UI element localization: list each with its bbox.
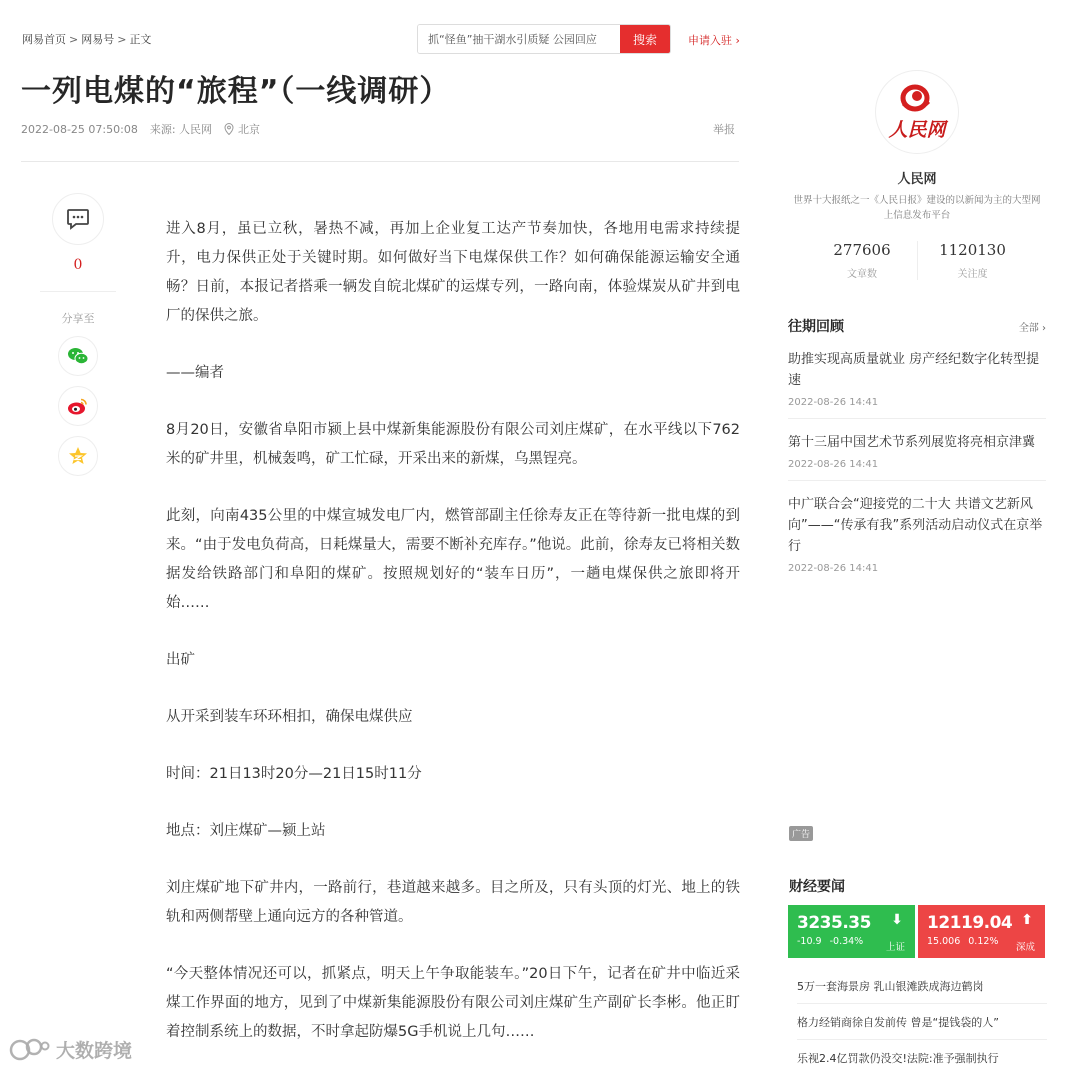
search-input[interactable]: [418, 25, 620, 53]
past-item[interactable]: [788, 419, 1046, 481]
article-location: [224, 121, 260, 137]
weibo-icon: [67, 396, 89, 416]
comment-count[interactable]: 0: [73, 257, 83, 273]
search-box: [417, 24, 671, 54]
share-weibo-button[interactable]: [58, 386, 98, 426]
ticker-value: 3235.35: [797, 913, 871, 933]
past-title: 往期回顾: [788, 319, 844, 335]
finance-news-item[interactable]: 乐视2.4亿罚款仍没交!法院:准予强制执行: [797, 1052, 999, 1065]
article-location-text: 北京: [238, 123, 261, 136]
breadcrumb-channel-link[interactable]: 网易号: [81, 33, 115, 46]
search-button[interactable]: 搜索: [620, 25, 670, 53]
apply-link[interactable]: 申请入驻 ›: [688, 34, 740, 47]
past-all-link[interactable]: 全部 ›: [1018, 322, 1046, 334]
stat-follow: [917, 241, 1027, 280]
article-paragraph: 进入8月，虽已立秋，暑热不减，再加上企业复工达产节奏加快，各地用电需求持续提升，电力保供正处于关键时期。如何做好当下电煤保供工作？如何确保能源运输安全通畅？日前，本报记者搭乘一辆发自皖北煤矿的运煤专列，一路向南，体验煤炭从矿井到电厂的保供之旅。: [166, 221, 740, 324]
source-name[interactable]: 人民网: [897, 172, 937, 187]
finance-news-list: [797, 968, 1047, 1071]
stat-follow-value: 1120130: [939, 241, 1006, 259]
breadcrumb-separator: >: [69, 33, 79, 46]
share-label: 分享至: [61, 312, 95, 325]
source-logo-text: 人民网: [888, 119, 946, 141]
finance-news-item[interactable]: 5万一套海景房 乳山银滩跌成海边鹤岗: [797, 968, 1047, 1004]
comment-icon: [66, 208, 90, 230]
arrow-up-icon: ⬆: [1021, 912, 1033, 928]
stat-articles-label: 文章数: [847, 269, 877, 280]
article-paragraph: ——编者: [166, 365, 224, 381]
article-paragraph: “今天整体情况还可以，抓紧点，明天上午争取能装车。”20日下午，记者在矿井中临近采煤工作界面的地方，见到了中煤新集能源股份有限公司刘庄煤矿生产副矿长李彬。他正盯着控制系统上的数据，不时拿起防爆5G手机说上几句……: [166, 966, 740, 1040]
past-item-date: 2022-08-26 14:41: [788, 397, 879, 408]
share-wechat-button[interactable]: [58, 336, 98, 376]
share-qzone-button[interactable]: [58, 436, 98, 476]
wechat-icon: [67, 347, 89, 365]
ticker-value: 12119.04: [927, 913, 1013, 933]
ticker-pct: -0.34%: [829, 936, 864, 947]
watermark: [8, 1036, 132, 1063]
watermark-logo-icon: [8, 1037, 50, 1063]
finance-tickers: [788, 905, 1045, 958]
tools-divider: [40, 291, 116, 292]
past-header: [788, 316, 1046, 336]
qzone-star-icon: [68, 446, 88, 466]
finance-news-item[interactable]: 格力经销商徐自发前传 曾是“提钱袋的人”: [797, 1004, 1047, 1040]
article-title: 一列电煤的“旅程”（一线调研）: [21, 74, 451, 109]
breadcrumb-home-link[interactable]: 网易首页: [22, 33, 66, 46]
finance-title: 财经要闻: [789, 879, 845, 895]
ticker-change: -10.9: [797, 936, 822, 947]
past-item-date: 2022-08-26 14:41: [788, 563, 879, 574]
stat-follow-label: 关注度: [957, 269, 988, 280]
ticker-shanghai[interactable]: [788, 905, 915, 958]
ticker-shenzhen[interactable]: [918, 905, 1045, 958]
source-stats: [788, 241, 1046, 280]
article-paragraph: 从开采到装车环环相扣，确保电煤供应: [166, 709, 413, 725]
comment-button[interactable]: [52, 193, 104, 245]
sidebar: [788, 70, 1046, 584]
article-paragraph: 刘庄煤矿地下矿井内，一路前行，巷道越来越多。目之所及，只有头顶的灯光、地上的铁轨和两侧帮壁上通向远方的各种管道。: [166, 880, 740, 925]
past-item-title[interactable]: 助推实现高质量就业 房产经纪数字化转型提速: [788, 352, 1040, 388]
article-source: 来源: 人民网: [149, 123, 213, 136]
arrow-down-icon: ⬇: [891, 912, 903, 928]
breadcrumb-separator: >: [117, 33, 127, 46]
past-item-title[interactable]: 中广联合会“迎接党的二十大 共谱文艺新风向”——“传承有我”系列活动启动仪式在京举行: [788, 497, 1043, 554]
past-item[interactable]: [788, 481, 1046, 584]
watermark-text: 大数跨境: [56, 1040, 133, 1062]
left-toolbar: [40, 193, 116, 476]
report-link[interactable]: 举报: [713, 123, 735, 136]
ad-tag: 广告: [789, 826, 813, 841]
article-meta: [21, 121, 260, 137]
article-body: [166, 215, 740, 1071]
ticker-change: 15.006: [927, 936, 961, 947]
title-divider: [21, 161, 739, 162]
past-item[interactable]: [788, 336, 1046, 419]
stat-articles-value: 277606: [833, 241, 891, 259]
article-paragraph: 时间：21日13时20分—21日15时11分: [166, 766, 422, 782]
ticker-name: 深成: [1015, 942, 1035, 953]
article-paragraph: 8月20日，安徽省阜阳市颍上县中煤新集能源股份有限公司刘庄煤矿，在水平线以下762米的矿井里，机械轰鸣，矿工忙碌，开采出来的新煤，乌黑锃亮。: [166, 422, 740, 467]
article-datetime: 2022-08-25 07:50:08: [21, 122, 138, 136]
source-logo[interactable]: [875, 70, 959, 154]
breadcrumb: [22, 31, 151, 47]
location-pin-icon: [224, 123, 234, 135]
stat-articles: [807, 241, 917, 280]
past-item-title[interactable]: 第十三届中国艺术节系列展览将亮相京津冀: [788, 435, 1036, 450]
ticker-pct: 0.12%: [968, 936, 999, 947]
article-paragraph: 此刻，向南435公里的中煤宣城发电厂内，燃管部副主任徐寿友正在等待新一批电煤的到来。“由于发电负荷高，日耗煤量大，需要不断补充库存。”他说。此前，徐寿友已将相关数据发给铁路部门和阜阳的煤矿。按照规划好的“装车日历”，一趟电煤保供之旅即将开始……: [166, 508, 740, 611]
breadcrumb-current: 正文: [129, 33, 152, 46]
article-paragraph: 出矿: [166, 652, 195, 668]
past-item-date: 2022-08-26 14:41: [788, 459, 879, 470]
article-paragraph: 地点：刘庄煤矿—颍上站: [166, 823, 326, 839]
source-description: 世界十大报纸之一《人民日报》建设的以新闻为主的大型网上信息发布平台: [793, 195, 1041, 221]
ticker-name: 上证: [885, 942, 905, 953]
